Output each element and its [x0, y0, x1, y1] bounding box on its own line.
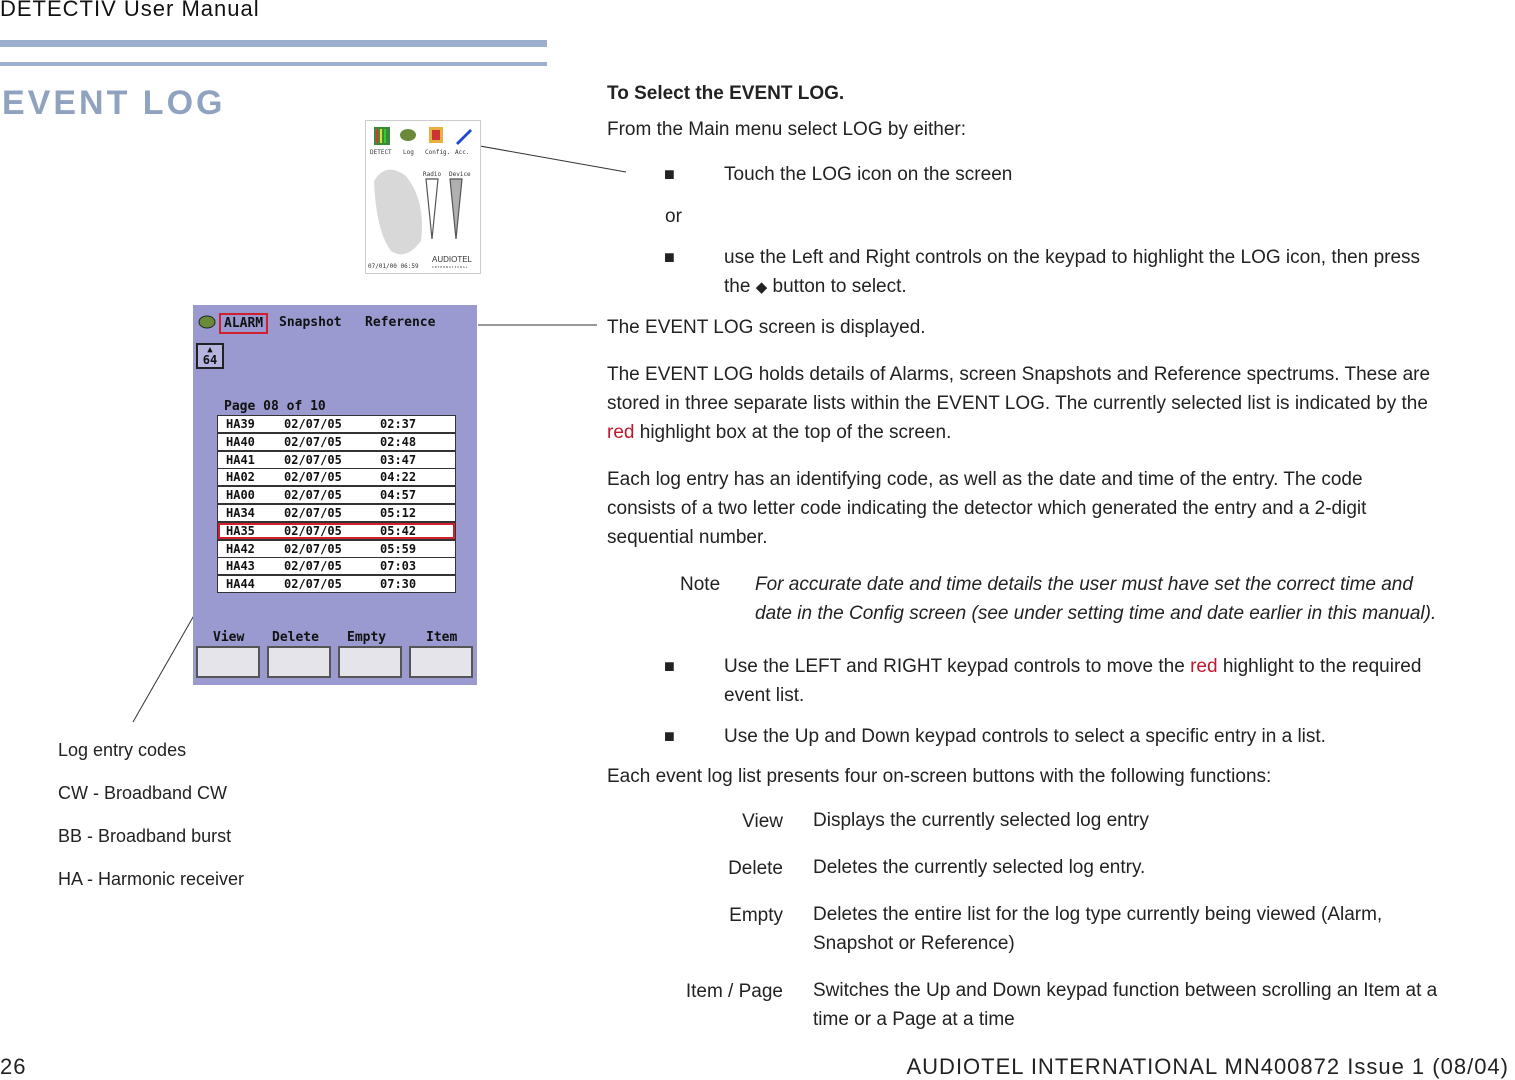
- entry-time: 02:37: [380, 417, 417, 431]
- entry-code: HA34: [226, 506, 255, 520]
- menu-item-detect[interactable]: DETECT: [370, 149, 392, 156]
- bullet-move-highlight: [724, 652, 1421, 710]
- tab-reference[interactable]: Reference: [365, 315, 436, 330]
- log-entry-row[interactable]: [217, 451, 456, 469]
- note-line1: For accurate date and time details the user must have set the correct time and: [755, 574, 1413, 595]
- entry-date: 02/07/05: [284, 488, 342, 503]
- entry-time: 05:42: [380, 523, 417, 538]
- log-entry-row[interactable]: [217, 575, 456, 593]
- entry-time: 04:22: [380, 470, 417, 485]
- bullet-keypad-pre: the: [724, 276, 751, 297]
- menu-datetime: 07/01/00 06:59: [368, 263, 419, 270]
- entry-date: 02/07/05: [284, 541, 342, 556]
- note-line2: date in the Config screen (see under setting time and date earlier in this manual).: [755, 603, 1437, 624]
- bullet-up-down: Use the Up and Down keypad controls to select a specific entry in a list.: [724, 726, 1326, 747]
- brand-logo: AUDIOTEL: [432, 255, 473, 264]
- function-label: Delete: [728, 858, 783, 879]
- entry-code: HA42: [226, 541, 255, 556]
- intro-heading: To Select the EVENT LOG.: [607, 83, 845, 104]
- entry-date: 02/07/05: [284, 452, 342, 467]
- entry-time: 02:48: [380, 434, 417, 449]
- page-number: 26: [0, 1054, 27, 1079]
- delete-label: Delete: [272, 630, 319, 645]
- function-description: [813, 806, 1149, 835]
- function-description: [813, 900, 1382, 958]
- main-menu-screen: [365, 120, 481, 274]
- entry-code: HA00: [226, 488, 255, 503]
- log-entry-row[interactable]: [217, 415, 456, 433]
- holds-line3: [607, 418, 1513, 447]
- item-label: Item: [426, 630, 458, 645]
- b3-red: red: [1190, 656, 1218, 677]
- entry-code: HA35: [226, 523, 255, 538]
- code-bb: BB - Broadband burst: [58, 826, 232, 846]
- menu-item-config[interactable]: Config.: [425, 149, 451, 156]
- tab-snapshot[interactable]: Snapshot: [279, 315, 342, 330]
- b3-line2: event list.: [724, 685, 805, 706]
- bullet-touch-log: Touch the LOG icon on the screen: [724, 164, 1013, 185]
- function-label: Empty: [729, 905, 783, 926]
- function-description-line: Switches the Up and Down keypad function between scrolling an Item at a: [813, 980, 1438, 1001]
- function-description: [813, 853, 1145, 882]
- empty-button[interactable]: [338, 646, 402, 678]
- entry-code: HA39: [226, 417, 255, 431]
- b3-post: highlight to the required: [1217, 656, 1422, 677]
- log-entry-row[interactable]: [217, 522, 456, 540]
- section-title: EVENT LOG: [2, 84, 226, 122]
- codes-title: Log entry codes: [58, 740, 187, 760]
- function-description-line: Snapshot or Reference): [813, 933, 1015, 954]
- code-ha: HA - Harmonic receiver: [58, 869, 245, 889]
- log-icon: [197, 311, 217, 331]
- log-icon: [400, 129, 416, 141]
- code-cw: CW - Broadband CW: [58, 783, 228, 803]
- page-counter[interactable]: [196, 343, 224, 369]
- function-description-line: Deletes the currently selected log entry.: [813, 857, 1146, 878]
- entry-date: 02/07/05: [284, 577, 342, 592]
- menu-item-acc[interactable]: Acc.: [455, 149, 470, 156]
- empty-label: Empty: [347, 630, 387, 645]
- entry-time: 07:30: [380, 577, 417, 592]
- log-entry-row[interactable]: [217, 486, 456, 504]
- entry-time: 04:57: [380, 488, 417, 503]
- functions-intro: Each event log list presents four on-screen buttons with the following functions:: [607, 766, 1272, 787]
- view-button[interactable]: [196, 646, 260, 678]
- entry-time: 05:12: [380, 506, 417, 520]
- bullet-keypad-line2: [724, 272, 907, 302]
- bullet-1: ■: [664, 164, 675, 184]
- tab-alarm[interactable]: ALARM: [219, 313, 268, 334]
- delete-button[interactable]: [267, 646, 331, 678]
- displayed-text: The EVENT LOG screen is displayed.: [607, 317, 926, 338]
- intro-from-main: From the Main menu select LOG by either:: [607, 119, 967, 140]
- menu-item-log[interactable]: Log: [403, 149, 414, 156]
- bullet-3: ■: [664, 656, 675, 676]
- bullet-2: ■: [664, 247, 675, 267]
- header-title: DETECTIV User Manual: [0, 0, 260, 21]
- function-description-line: Displays the currently selected log entry: [813, 810, 1149, 831]
- holds-paragraph: [607, 360, 1513, 447]
- log-entry-row[interactable]: [217, 468, 456, 486]
- function-description: [813, 976, 1437, 1034]
- page-label: Page 08 of 10: [224, 399, 326, 414]
- log-entry-row[interactable]: [217, 557, 456, 575]
- entry-date: 02/07/05: [284, 523, 342, 538]
- counter-value: 64: [202, 353, 218, 367]
- b3-pre: Use the LEFT and RIGHT keypad controls to move the: [724, 656, 1191, 677]
- code-line3: sequential number.: [607, 527, 768, 548]
- entry-date: 02/07/05: [284, 417, 342, 431]
- red-word: red: [607, 422, 635, 443]
- code-line2: consists of a two letter code indicating the detector which generated the entry and a 2-digit: [607, 498, 1367, 519]
- entry-code: HA44: [226, 577, 255, 592]
- note-label: Note: [680, 574, 721, 595]
- bullet-keypad-post: button to select.: [772, 276, 907, 297]
- note-text: [755, 570, 1436, 628]
- up-arrow-icon: ▲: [207, 345, 213, 355]
- code-line1: Each log entry has an identifying code, as well as the date and time of the entry. The code: [607, 469, 1363, 490]
- item-button[interactable]: [409, 646, 473, 678]
- device-label: Device: [449, 171, 471, 178]
- or-text: or: [665, 206, 682, 227]
- entry-time: 05:59: [380, 541, 417, 556]
- entry-time: 03:47: [380, 452, 417, 467]
- entry-date: 02/07/05: [284, 470, 342, 485]
- entry-date: 02/07/05: [284, 559, 342, 574]
- holds-line1: The EVENT LOG holds details of Alarms, screen Snapshots and Reference spectrums. These are: [607, 364, 1431, 385]
- main-menu-graphic: [366, 121, 480, 273]
- entry-code: HA43: [226, 559, 255, 574]
- code-paragraph: [607, 465, 1366, 552]
- entry-date: 02/07/05: [284, 434, 342, 449]
- radio-label: Radio: [423, 171, 442, 178]
- entry-code: HA41: [226, 452, 255, 467]
- function-label: View: [742, 811, 783, 832]
- view-label: View: [213, 630, 245, 645]
- function-description-line: time or a Page at a time: [813, 1009, 1015, 1030]
- log-entry-row[interactable]: [217, 433, 456, 451]
- bullet-4: ■: [664, 726, 675, 746]
- diamond-icon: ◆: [755, 279, 768, 296]
- log-entry-row[interactable]: [217, 540, 456, 558]
- function-label: Item / Page: [685, 981, 783, 1002]
- holds-line2: stored in three separate lists within the EVENT LOG. The currently selected list is indicated by the: [607, 393, 1428, 414]
- entry-code: HA40: [226, 434, 255, 449]
- entry-date: 02/07/05: [284, 506, 342, 520]
- brand-sub: INTERNATIONAL: [432, 265, 469, 269]
- footer-text: AUDIOTEL INTERNATIONAL MN400872 Issue 1 (08/04): [906, 1054, 1509, 1079]
- log-entry-row[interactable]: [217, 504, 456, 522]
- bullet-keypad-line1: use the Left and Right controls on the keypad to highlight the LOG icon, then press: [724, 247, 1421, 268]
- event-log-screen: [193, 305, 477, 685]
- function-description-line: Deletes the entire list for the log type currently being viewed (Alarm,: [813, 904, 1383, 925]
- holds-line3-rest: highlight box at the top of the screen.: [634, 422, 952, 443]
- entry-time: 07:03: [380, 559, 417, 574]
- entry-code: HA02: [226, 470, 255, 485]
